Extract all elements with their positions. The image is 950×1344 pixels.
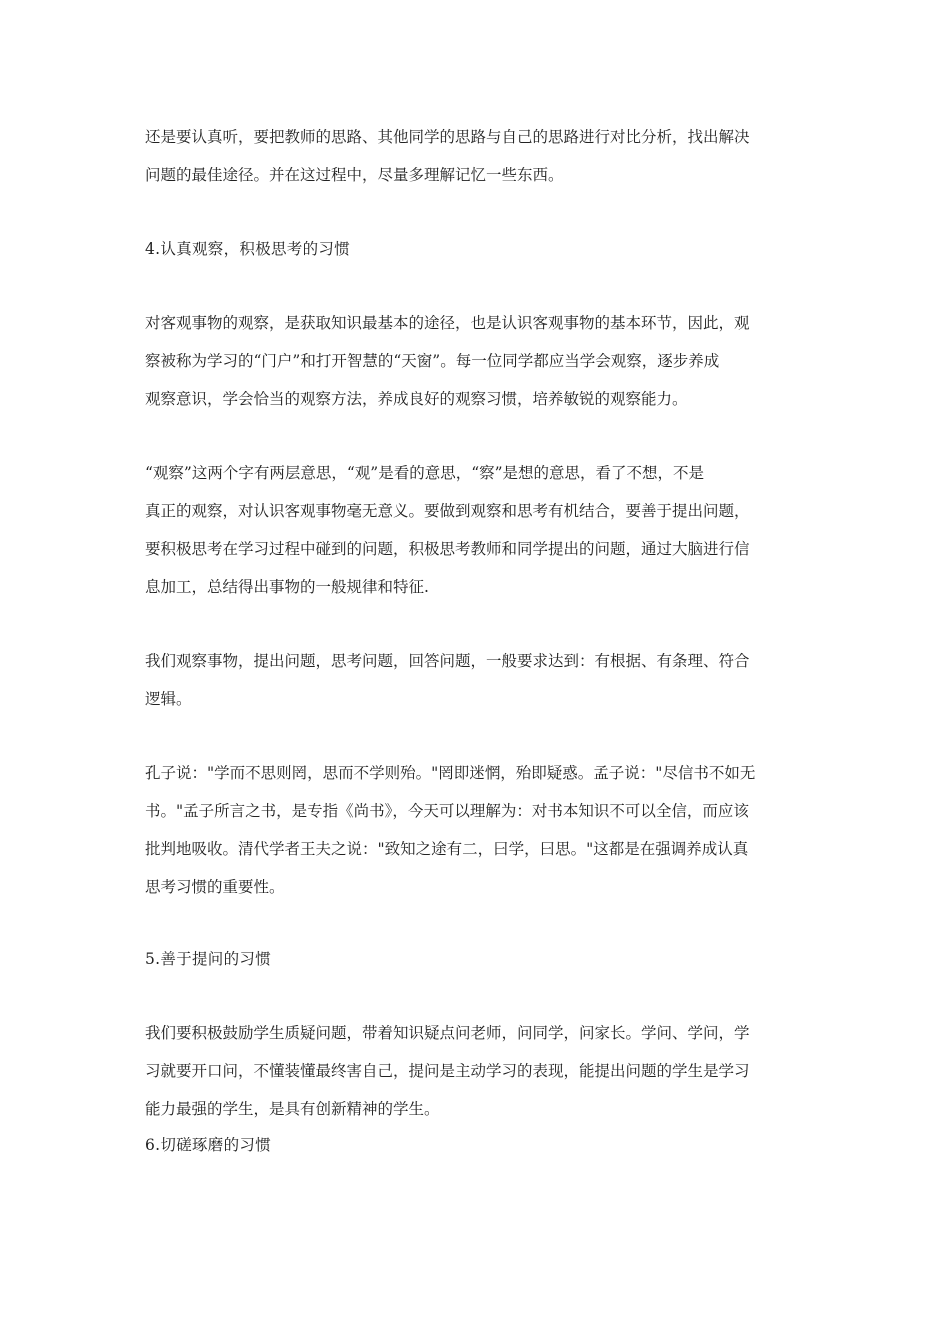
paragraph-line: 察被称为学习的“门户”和打开智慧的“天窗”。每一位同学都应当学会观察，逐步养成	[145, 352, 720, 370]
paragraph-line: 问题的最佳途径。并在这过程中，尽量多理解记忆一些东西。	[145, 166, 564, 184]
paragraph-line: 息加工，总结得出事物的一般规律和特征.	[145, 578, 429, 596]
paragraph-line: 批判地吸收。清代学者王夫之说："致知之途有二，曰学，曰思。"这都是在强调养成认真	[145, 840, 749, 858]
paragraph-line: 逻辑。	[145, 690, 192, 708]
paragraph-line: 我们观察事物，提出问题，思考问题，回答问题，一般要求达到：有根据、有条理、符合	[145, 652, 750, 670]
paragraph-line: 还是要认真听，要把教师的思路、其他同学的思路与自己的思路进行对比分析，找出解决	[145, 128, 750, 146]
section-heading-5: 5.善于提问的习惯	[145, 950, 271, 968]
paragraph-line: 我们要积极鼓励学生质疑问题，带着知识疑点问老师，问同学，问家长。学问、学问，学	[145, 1024, 750, 1042]
paragraph-line: “观察”这两个字有两层意思，“观”是看的意思，“察”是想的意思，看了不想，不是	[145, 464, 705, 482]
paragraph-line: 思考习惯的重要性。	[145, 878, 285, 896]
paragraph-line: 习就要开口问，不懂装懂最终害自己，提问是主动学习的表现，能提出问题的学生是学习	[145, 1062, 750, 1080]
paragraph-line: 要积极思考在学习过程中碰到的问题，积极思考教师和同学提出的问题，通过大脑进行信	[145, 540, 750, 558]
paragraph-line: 孔子说："学而不思则罔，思而不学则殆。"罔即迷惘，殆即疑惑。孟子说："尽信书不如无	[145, 764, 756, 782]
paragraph-line: 真正的观察，对认识客观事物毫无意义。要做到观察和思考有机结合，要善于提出问题，	[145, 502, 750, 520]
section-heading-6: 6.切磋琢磨的习惯	[145, 1136, 271, 1154]
paragraph-line: 观察意识，学会恰当的观察方法，养成良好的观察习惯，培养敏锐的观察能力。	[145, 390, 688, 408]
paragraph-line: 书。"孟子所言之书，是专指《尚书》，今天可以理解为：对书本知识不可以全信，而应该	[145, 802, 749, 820]
section-heading-4: 4.认真观察，积极思考的习惯	[145, 240, 350, 258]
paragraph-line: 能力最强的学生，是具有创新精神的学生。	[145, 1100, 440, 1118]
paragraph-line: 对客观事物的观察，是获取知识最基本的途径，也是认识客观事物的基本环节，因此，观	[145, 314, 750, 332]
